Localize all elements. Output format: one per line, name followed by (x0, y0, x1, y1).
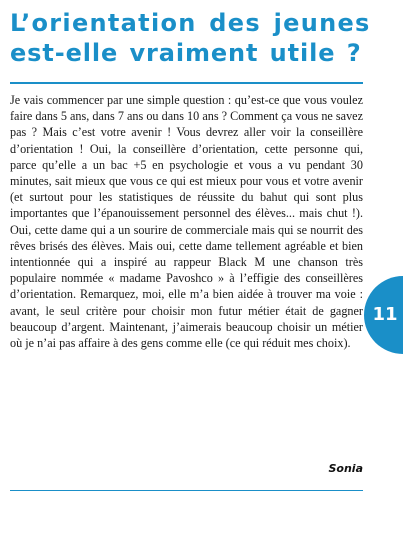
article-author: Sonia (328, 462, 363, 475)
footer-divider (10, 490, 363, 491)
title-divider (10, 82, 363, 84)
article-body: Je vais commencer par une simple question : qu’est-ce que vous voulez faire dans 5 ans, dans 7 ans ou dans 10 ans ? Comment ça vous ne savez pas ? Mais c’est votre avenir ! Vous devrez aller voir la conseillère d’orientation ! Oui, la conseillère d’orientation, cette personne qui, parce qu’elle a un bac +5 en psychologie et vous a vu pendant 30 minutes, sait mieux que vous ce qui est mieux pour vous et votre avenir (et surtout pour les statistiques de réussite du bahut qui sont plus importantes que l’épanouissement personnel des élèves... mais chut !). Oui, cette dame qui a un sourire de commerciale mais qui se nourrit des rêves brisés des élèves. Mais oui, cette dame tellement agréable et bien intentionnée qui a inspiré au rappeur Black M une chanson très populaire nommée « madame Pavoshco » à l’effigie des conseillères d’orientation. Remarquez, moi, elle m’a bien aidée à trouver ma voie : avant, le seul critère pour choisir mon futur métier était de gagner beaucoup d’argent. Maintenant, j’aimerais beaucoup choisir un métier où je n’ai pas affaire à des gens comme elle (ce qui réduit mes choix). (10, 93, 363, 351)
article-title (10, 8, 370, 68)
article-title-line-1: L’orientation des jeunes (10, 9, 371, 37)
page-number: 11 (372, 304, 398, 325)
article-title-line-2: est-elle vraiment utile ? (10, 39, 362, 67)
